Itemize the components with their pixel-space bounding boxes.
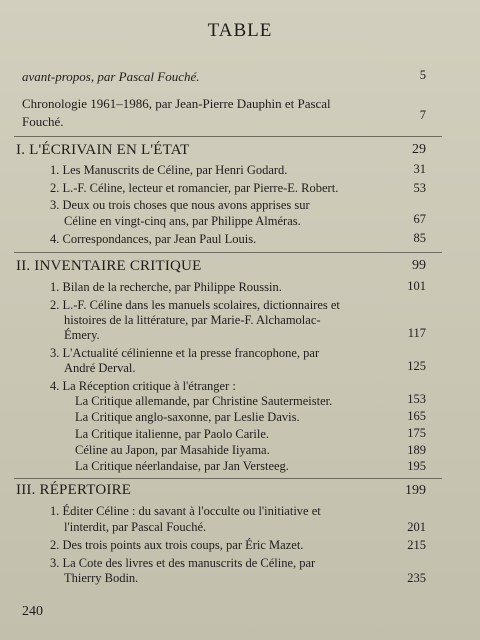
front-avant-propos xyxy=(22,69,200,85)
toc-entry-page: 53 xyxy=(413,181,426,195)
toc-subentry-page: 165 xyxy=(407,409,426,423)
toc-subentry-page: 189 xyxy=(407,443,426,457)
toc-subentry-page: 195 xyxy=(407,459,426,473)
toc-entry-page: 85 xyxy=(413,231,426,245)
section-page-3: 199 xyxy=(405,483,426,498)
section-page-1: 29 xyxy=(412,142,426,157)
front-chronologie-page: 7 xyxy=(419,108,426,122)
toc-entry: 2. Des trois points aux trois coups, par Éric Mazet. xyxy=(50,538,304,552)
section-heading-1: I. L'ÉCRIVAIN EN L'ÉTAT xyxy=(16,142,190,158)
toc-subentry-page: 175 xyxy=(407,426,426,440)
toc-entry: 4. Correspondances, par Jean Paul Louis. xyxy=(50,232,257,246)
toc-entry-page: 67 xyxy=(413,212,426,226)
page-number: 240 xyxy=(22,604,43,619)
toc-entry: 2. L.-F. Céline, lecteur et romancier, par Pierre-E. Robert. xyxy=(50,181,339,195)
toc-subentry: Céline au Japon, par Masahide Iiyama. xyxy=(75,443,270,457)
section-divider xyxy=(14,478,442,479)
toc-entry-page: 201 xyxy=(407,520,426,534)
toc-entry-page: 101 xyxy=(407,279,426,293)
toc-entry: 1. Bilan de la recherche, par Philippe Roussin. xyxy=(50,280,282,294)
toc-entry-continuation: l'interdit, par Pascal Fouché. xyxy=(64,520,207,534)
front-chronologie-line1: Chronologie 1961–1986, par Jean-Pierre Dauphin et Pascal xyxy=(22,96,331,111)
toc-entry-page: 215 xyxy=(407,538,426,552)
toc-subentry: La Critique anglo-saxonne, par Leslie Davis. xyxy=(75,410,300,424)
front-avant-propos-text: avant-propos, par Pascal Fouché. xyxy=(22,69,200,84)
toc-entry-page: 31 xyxy=(413,162,426,176)
toc-entry: 2. L.-F. Céline dans les manuels scolaires, dictionnaires et xyxy=(50,298,340,312)
front-avant-propos-page: 5 xyxy=(419,68,426,82)
page-title: TABLE xyxy=(207,20,273,41)
front-chronologie-line2: Fouché. xyxy=(22,114,64,129)
toc-subentry: La Critique allemande, par Christine Sautermeister. xyxy=(75,394,333,408)
toc-entry-page: 125 xyxy=(407,359,426,373)
section-heading-3: III. RÉPERTOIRE xyxy=(16,482,132,498)
section-divider xyxy=(14,252,442,253)
section-page-2: 99 xyxy=(412,258,426,273)
toc-entry: 3. La Cote des livres et des manuscrits de Céline, par xyxy=(50,556,316,570)
toc-entry: 1. Éditer Céline : du savant à l'occulte ou l'initiative et xyxy=(50,504,321,518)
toc-entry-page: 117 xyxy=(407,326,426,340)
toc-entry-continuation: histoires de la littérature, par Marie-F. Alchamolac- xyxy=(64,313,321,327)
toc-entry-page: 235 xyxy=(407,571,426,585)
toc-entry-continuation: Thierry Bodin. xyxy=(64,571,139,585)
toc-subentry: La Critique italienne, par Paolo Carile. xyxy=(75,427,270,441)
toc-subentry: La Critique néerlandaise, par Jan Versteeg. xyxy=(75,459,289,473)
toc-entry-continuation: André Derval. xyxy=(64,361,136,375)
toc-entry-continuation: Céline en vingt-cinq ans, par Philippe Alméras. xyxy=(64,214,301,228)
toc-entry: 4. La Réception critique à l'étranger : xyxy=(50,379,236,393)
toc-entry-continuation: Émery. xyxy=(64,328,100,342)
section-heading-2: II. INVENTAIRE CRITIQUE xyxy=(16,258,202,274)
toc-entry: 1. Les Manuscrits de Céline, par Henri Godard. xyxy=(50,163,288,177)
toc-subentry-page: 153 xyxy=(407,392,426,406)
toc-entry: 3. L'Actualité célinienne et la presse francophone, par xyxy=(50,346,320,360)
section-divider xyxy=(14,136,442,137)
toc-entry: 3. Deux ou trois choses que nous avons apprises sur xyxy=(50,198,310,212)
